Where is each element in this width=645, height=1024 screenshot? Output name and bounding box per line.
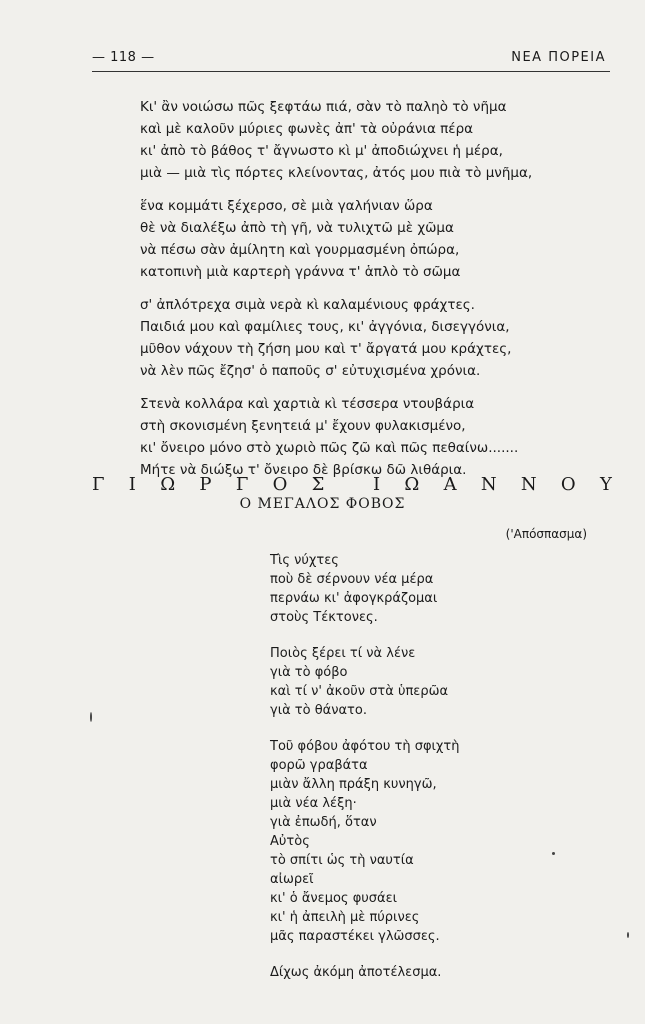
page-header [92,50,612,72]
author-letter: Α [443,474,457,495]
page-number: — 118 — [92,50,155,65]
poem-1-stanza [140,195,610,283]
poem-line: καὶ μὲ καλοῦν μύριες φωνὲς ἀπ' τὰ οὐράνια πέρα [140,121,474,137]
poem-1-stanza [140,294,610,382]
author-letter: Γ [235,474,249,495]
poem-2-stanza [270,644,600,720]
author-letter: Ν [520,474,537,495]
poem-line: μιὰ — μιὰ τὶς πόρτες κλείνοντας, ἀτός μου πιὰ τὸ μνῆμα, [140,165,533,181]
header-rule [92,71,610,72]
author-name [92,474,612,495]
poem-line: κι' ἀπὸ τὸ βάθος τ' ἄγνωστο κὶ μ' ἀποδιώχνει ἡ μέρα, [140,143,503,159]
poem-1 [140,96,610,492]
poem-line: Αὐτὸς [270,834,310,849]
poem-2-stanza [270,737,600,946]
poem-line: καὶ τί ν' ἀκοῦν στὰ ὑπερῶα [270,684,449,699]
poem-line: στοὺς Τέκτονες. [270,610,378,625]
poem-1-stanza [140,393,610,481]
poem-line: τὸ σπίτι ὡς τὴ ναυτία [270,853,414,868]
paper-speck [552,852,555,855]
poem-line: νὰ λὲν πῶς ἔζησ' ὁ παποῦς σ' εὐτυχισμένα χρόνια. [140,363,481,379]
author-letter: Ω [404,474,420,495]
poem-line: σ' ἀπλότρεχα σιμὰ νερὰ κὶ καλαμένιους φράχτες. [140,297,475,313]
poem-line: κατοπινὴ μιὰ καρτερὴ γράννα τ' ἁπλὸ τὸ σῶμα [140,264,461,280]
paper-speck [90,712,92,722]
author-letter: Ο [272,474,288,495]
poem-line: ποὺ δὲ σέρνουν νέα μέρα [270,572,434,587]
poem-line: αἰωρεῖ [270,872,314,887]
poem-line: γιὰ ἐπωδή, ὅταν [270,815,377,830]
poem-line: θὲ νὰ διαλέξω ἀπὸ τὴ γῆ, νὰ τυλιχτῶ μὲ χῶμα [140,220,454,236]
author-letter: Υ [599,474,612,495]
poem-2 [270,551,600,999]
poem-line: μῦθον νάχουν τὴ ζήση μου καὶ τ' ἄργατά μου κράχτες, [140,341,512,357]
author-letter: Ρ [199,474,212,495]
poem-line: μᾶς παραστέκει γλῶσσες. [270,929,440,944]
author-letter: Ω [160,474,176,495]
poem-line: Τὶς νύχτες [270,553,339,568]
poem-1-stanza [140,96,610,184]
paper-speck [627,932,629,938]
poem-line: Παιδιά μου καὶ φαμίλιες τους, κι' ἀγγόνια, δισεγγόνια, [140,319,510,335]
author-letter: Ο [560,474,576,495]
poem-line: Μήτε νὰ διώξω τ' ὄνειρο δὲ βρίσκω δῶ λιθάρια. [140,462,467,478]
poem-line: γιὰ τὸ θάνατο. [270,703,367,718]
journal-title: ΝΕΑ ΠΟΡΕΙΑ [511,50,606,65]
poem-line: μιὰν ἄλλη πράξη κυνηγῶ, [270,777,437,792]
poem-line: ἕνα κομμάτι ξέχερσο, σὲ μιὰ γαλήνιαν ὥρα [140,198,433,214]
author-letter: Ν [480,474,497,495]
poem-2-stanza [270,963,600,982]
poem-line: μιὰ νέα λέξη· [270,796,357,811]
poem-line: Κι' ἂν νοιώσω πῶς ξεφτάω πιά, σὰν τὸ παληὸ τὸ νῆμα [140,99,507,115]
poem-line: Ποιὸς ξέρει τί νὰ λένε [270,646,416,661]
excerpt-note: ('Απόσπασμα) [505,527,587,541]
author-letter: Γ [92,474,105,495]
author-letter: Ι [372,474,381,495]
poem-line: φορῶ γραβάτα [270,758,368,773]
poem-line: κι' ὁ ἄνεμος φυσάει [270,891,398,906]
poem-title: Ο ΜΕΓΑΛΟΣ ΦΟΒΟΣ [239,496,406,512]
poem-line: Στενὰ κολλάρα καὶ χαρτιὰ κὶ τέσσερα ντουβάρια [140,396,475,412]
poem-2-stanza [270,551,600,627]
poem-line: κι' ἡ ἀπειλὴ μὲ πύρινες [270,910,420,925]
poem-line: κι' ὄνειρο μόνο στὸ χωριὸ πῶς ζῶ καὶ πῶς πεθαίνω....... [140,440,519,456]
author-letter: Σ [311,474,325,495]
poem-line: περνάω κι' ἀφογκράζομαι [270,591,438,606]
poem-line: Δίχως ἀκόμη ἀποτέλεσμα. [270,965,442,980]
poem-line: στὴ σκονισμένη ξενητειά μ' ἔχουν φυλακισμένο, [140,418,466,434]
author-letter: Ι [128,474,136,495]
poem-line: νὰ πέσω σὰν ἀμίλητη καὶ γουρμασμένη ὀπώρα, [140,242,460,258]
poem-line: Τοῦ φόβου ἀφότου τὴ σφιχτὴ [270,739,460,754]
poem-line: γιὰ τὸ φόβο [270,665,348,680]
